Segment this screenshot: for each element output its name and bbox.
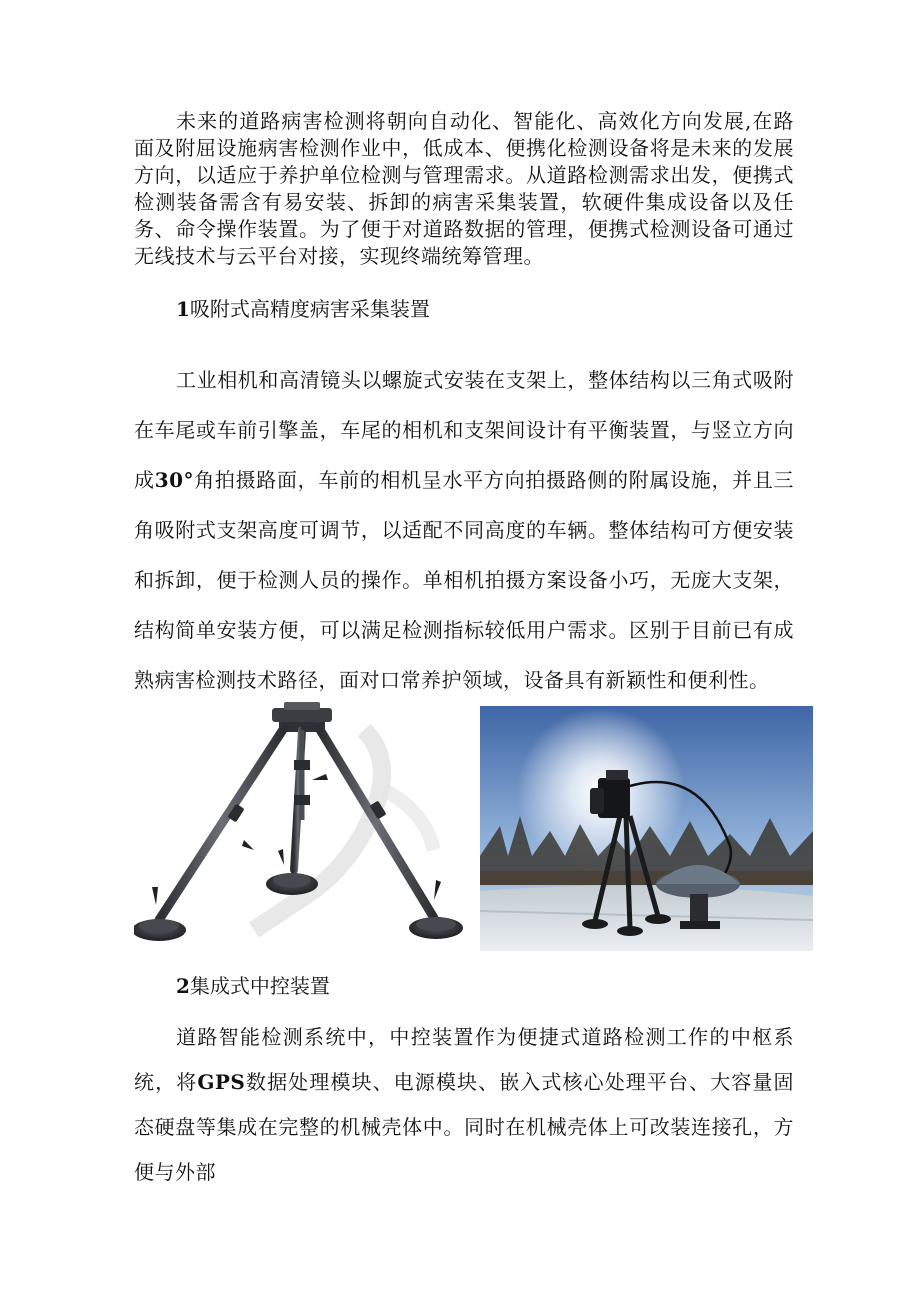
section1-heading [176, 293, 430, 322]
section1-text-a: 工业相机和高清镜头以螺旋式安装在支架上，整体结构以三角式吸附在车尾或车前引擎盖，车尾的相机和支架间设计有平衡装置，与竖立方向成 [134, 368, 794, 492]
intro-paragraph: 未来的道路病害检测将朝向自动化、智能化、高效化方向发展,在路面及附屈设施病害检测作业中，低成本、便携化检测设备将是未来的发展方向，以适应于养护单位检测与管理需求。从道路检测需求出发，便携式检测装备需含有易安装、拆卸的病害采集装置，软硬件集成设备以及任务、命令操作装置。为了便于对道路数据的管理，便携式检测设备可通过无线技术与云平台对接，实现终端统筹管理。 [134, 109, 794, 268]
section2-text-a: 道路智能检测系统中，中控装置作为便捷式道路检测工作的中枢系统，将 [134, 1025, 794, 1094]
section2-number: 2 [176, 974, 190, 998]
gps-term: GPS [197, 1070, 246, 1094]
section2-paragraph [134, 1015, 794, 1195]
section1-text-b: 角拍摄路面，车前的相机呈水平方向拍摄路侧的附属设施，并且三角吸附式支架高度可调节，以适配不同高度的车辆。整体结构可方便安装和拆卸，便于检测人员的操作。单相机拍摄方案设备小巧，无庞大支架，结构简单安装方便，可以满足检测指标较低用户需求。区别于目前已有成熟病害检测技术路径，面对口常养护领域，设备具有新颖性和便利性。 [134, 468, 795, 692]
tripod-mount-image [134, 700, 464, 952]
section1-number: 1 [176, 297, 190, 321]
section1-paragraph [134, 355, 794, 705]
roof-mounted-camera-icon [480, 706, 813, 951]
section2-title: 集成式中控装置 [189, 974, 330, 998]
section2-text-b: 数据处理模块、电源模块、嵌入式核心处理平台、大容量固态硬盘等集成在完整的机械壳体中。同时在机械壳体上可改装连接孔，方便与外部 [134, 1070, 795, 1184]
section1-title: 吸附式高精度病害采集装置 [189, 297, 430, 321]
roof-device-image [480, 706, 813, 951]
angle-value: 30° [154, 468, 195, 492]
tripod-suction-mount-icon [134, 700, 464, 952]
section2-heading [176, 970, 330, 999]
